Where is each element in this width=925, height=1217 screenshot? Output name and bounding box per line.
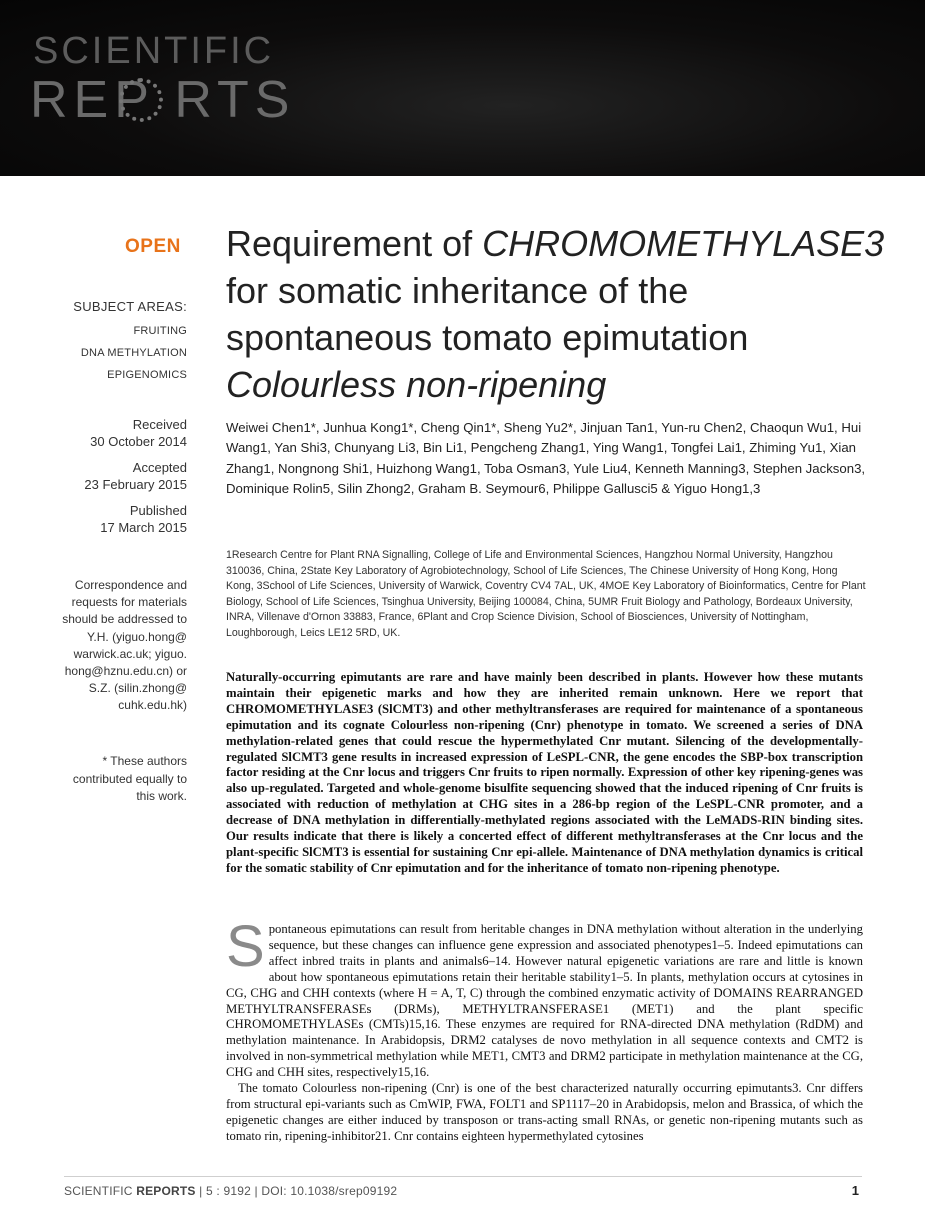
footer-citation — [64, 1184, 397, 1198]
journal-logo-icon — [119, 78, 163, 122]
open-access-label: OPEN — [125, 236, 181, 257]
accepted-block — [84, 459, 187, 493]
journal-name-top: SCIENTIFIC — [33, 30, 275, 72]
journal-banner — [0, 0, 925, 176]
accepted-date: 23 February 2015 — [84, 477, 187, 492]
page-number: 1 — [851, 1183, 859, 1198]
correspondence-line: warwick.ac.uk; yiguo. — [73, 646, 187, 661]
paragraph-text: pontaneous epimutations can result from heritable changes in DNA methylation without alteration in the underlying sequence, but these changes can influence gene expression and associated phenotypes1–5. Indeed epimutations can affect inbred traits in plants and animals6–14. However natural epigenetic variations are rare and little is known about how spontaneous epimutations retain their heritable stability1–5. In plants, methylation occurs at cytosines in CG, CHG and CHH contexts (where H = A, T, C) through the combined enzymatic activity of DOMAINS REARRANGED METHYLTRANSFERASEs (DRMs), METHYLTRANSFERASE1 (MET1) and the plant specific CHROMOMETHYLASEs (CMTs)15,16. These enzymes are required for RNA-directed DNA methylation (RdDM) and methylation maintenance. In Arabidopsis, DRM2 catalyses de novo methylation in all sequence contexts and CMT2 is involved in non-symmetrical methylation while MET1, CMT3 and DRM2 participate in methylation maintenance at the CG, CHG and CHH sites, respectively15,16. — [226, 922, 863, 1080]
subject-item[interactable]: EPIGENOMICS — [107, 369, 187, 381]
title-line: spontaneous tomato epimutation — [226, 317, 749, 358]
equal-contribution-line: * These authors — [102, 754, 187, 768]
published-block — [100, 502, 187, 536]
correspondence-block — [62, 577, 187, 715]
footer-divider — [64, 1176, 862, 1177]
correspondence-line: requests for materials — [71, 595, 187, 610]
correspondence-line: Y.H. (yiguo.hong@ — [86, 629, 187, 644]
footer-doi[interactable]: | 5 : 9192 | DOI: 10.1038/srep09192 — [195, 1184, 398, 1198]
received-block — [90, 416, 187, 450]
drop-cap: S — [226, 914, 265, 979]
correspondence-line: cuhk.edu.hk) — [118, 698, 187, 713]
title-line: Colourless non-ripening — [226, 364, 607, 405]
equal-contribution-line: this work. — [136, 789, 187, 803]
equal-contribution-line: contributed equally to — [72, 771, 187, 786]
article-body — [226, 914, 863, 1145]
body-paragraph — [226, 914, 863, 1081]
published-label: Published — [129, 503, 187, 518]
correspondence-line: should be addressed to — [62, 612, 187, 627]
footer-journal-light: SCIENTIFIC — [64, 1184, 137, 1198]
subject-areas-heading: SUBJECT AREAS: — [73, 299, 187, 314]
title-gene-name: CHROMOMETHYLASE3 — [482, 223, 885, 264]
correspondence-line: Correspondence and — [74, 578, 187, 592]
journal-name-bottom: REP RTS — [30, 71, 296, 129]
received-label: Received — [132, 417, 187, 432]
title-part: Requirement of — [226, 223, 483, 264]
received-date: 30 October 2014 — [90, 434, 187, 449]
article-title — [226, 220, 886, 408]
body-paragraph: The tomato Colourless non-ripening (Cnr) is one of the best characterized naturally occurring epimutants3. Cnr differs from structural epi-variants such as CmWIP, FWA, FOLT1 and SP1117–20 in Arabidopsis, melon and Brassica, of which the epigenetic changes are either induced by transposon or trans-acting small RNAs, or genetic non-ripening mutants such as tomato rin, ripening-inhibitor21. Cnr contains eighteen hypermethylated cytosines — [226, 1081, 863, 1143]
subject-item[interactable]: DNA METHYLATION — [80, 347, 187, 359]
subject-list — [81, 320, 187, 386]
accepted-label: Accepted — [132, 460, 187, 475]
published-date: 17 March 2015 — [100, 520, 187, 535]
title-line: for somatic inheritance of the — [226, 270, 689, 311]
subject-item[interactable]: FRUITING — [133, 325, 187, 337]
abstract: Naturally-occurring epimutants are rare and have mainly been described in plants. However how these mutants maintain their epigenetic marks and how they are inherited remain unknown. Here we report that CHROMOMETHYLASE3 (SlCMT3) and other methyltransferases are required for maintenance of a spontaneous epimutation and its cognate Colourless non-ripening (Cnr) phenotype in tomato. We screened a series of DNA methylation-related genes that could rescue the hypermethylated Cnr mutant. Silencing of the developmentally-regulated SlCMT3 gene results in increased expression of LeSPL-CNR, the gene encodes the SBP-box transcription factor residing at the Cnr locus and triggers Cnr fruits to ripen normally. Expression of other key ripening-genes was also up-regulated. Targeted and whole-genome bisulfite sequencing showed that the induced ripening of Cnr fruits is associated with reduction of methylation at CHG sites in a 286-bp region of the LeSPL-CNR promoter, and a decrease of DNA methylation in differentially-methylated regions associated with the LeMADS-RIN binding sites. Our results indicate that there is likely a concerted effect of different methyltransferases at the Cnr locus and the plant-specific SlCMT3 is essential for sustaining Cnr epi-allele. Maintenance of DNA methylation dynamics is critical for the somatic stability of Cnr epimutation and for the inheritance of tomato non-ripening phenotype. — [226, 670, 863, 875]
affiliations: 1Research Centre for Plant RNA Signalling, College of Life and Environmental Sciences, Hangzhou Normal University, Hangzhou 310036, China, 2State Key Laboratory of Agrobiotechnology, School of Life Sciences, The Chinese University of Hong Kong, Hong Kong, 3School of Life Sciences, University of Warwick, Coventry CV4 7AL, UK, 4MOE Key Laboratory of Bioinformatics, Centre for Plant Biology, School of Life Sciences, Tsinghua University, Beijing 100084, China, 5UMR Fruit Biology and Pathology, Bordeaux University, INRA, Villenave d'Ornon 33883, France, 6Plant and Crop Science Division, School of Biosciences, University of Nottingham, Loughborough, Leics LE12 5RD, UK. — [226, 549, 866, 639]
equal-contribution-note — [73, 753, 187, 806]
correspondence-line: hong@hznu.edu.cn) or — [64, 664, 187, 679]
correspondence-line: S.Z. (silin.zhong@ — [88, 681, 187, 696]
footer-journal-bold: REPORTS — [136, 1184, 196, 1198]
author-list: Weiwei Chen1*, Junhua Kong1*, Cheng Qin1*, Sheng Yu2*, Jinjuan Tan1, Yun-ru Chen2, Chaoqun Wu1, Hui Wang1, Yan Shi3, Chunyang Li3, Bin Li1, Pengcheng Zhang1, Ying Wang1, Tongfei Lai1, Zhiming Yu1, Xian Zhang1, Nongnong Shi1, Huizhong Wang1, Toba Osman3, Yule Liu4, Kenneth Manning3, Stephen Jackson3, Dominique Rolin5, Silin Zhong2, Graham B. Seymour6, Philippe Gallusci5 & Yiguo Hong1,3 — [226, 420, 866, 496]
